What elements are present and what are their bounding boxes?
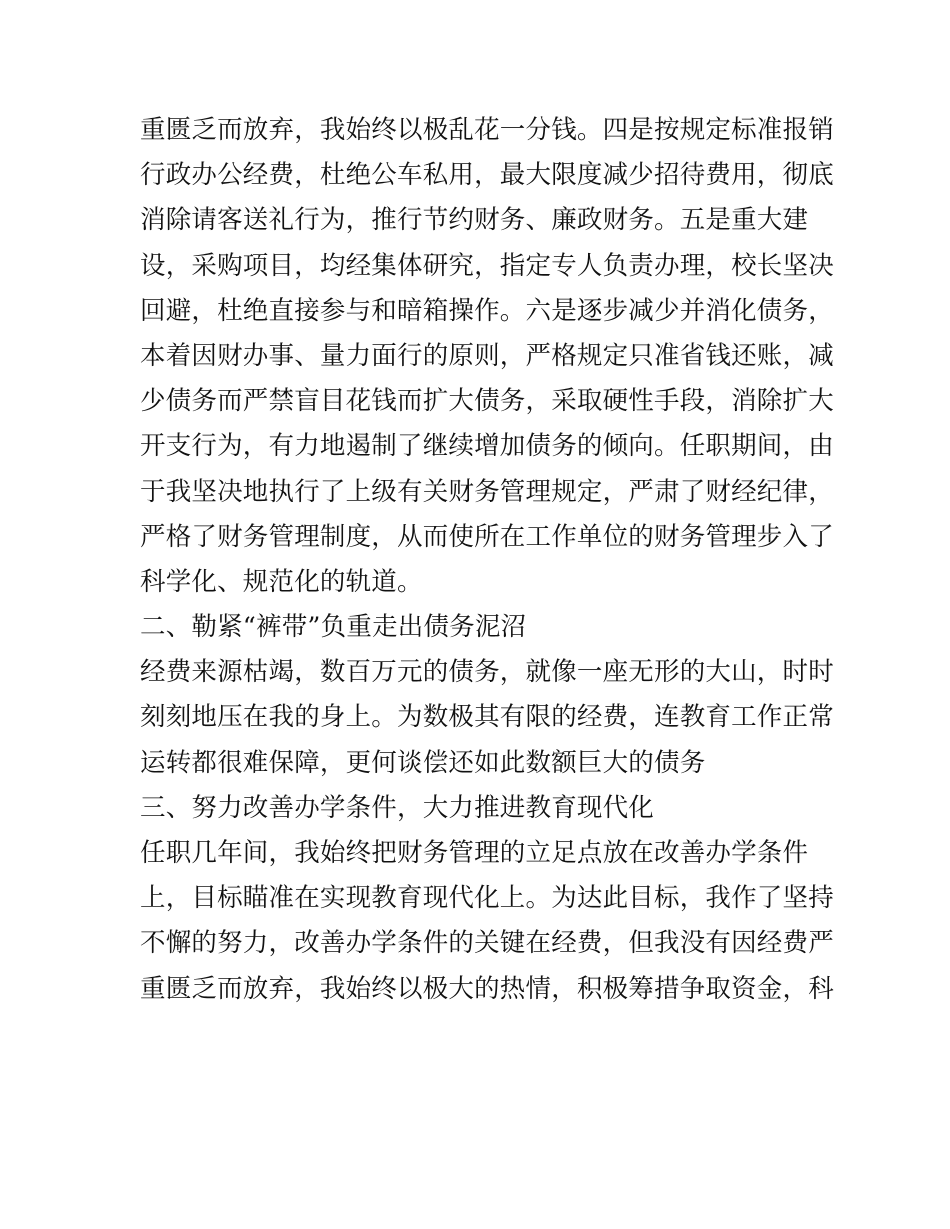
text-line: 设，采购项目，均经集体研究，指定专人负责办理，校长坚决 xyxy=(140,250,834,281)
text-line: 本着因财办事、量力面行的原则，严格规定只准省钱还账，减 xyxy=(140,340,834,371)
text-line: 科学化、规范化的轨道。 xyxy=(140,566,423,597)
document-body xyxy=(140,108,834,1012)
text-line: 少债务而严禁盲目花钱而扩大债务，采取硬性手段，消除扩大 xyxy=(140,386,834,417)
text-line: 行政办公经费，杜绝公车私用，最大限度减少招待费用，彻底 xyxy=(140,160,834,191)
text-line: 于我坚决地执行了上级有关财务管理规定，严肃了财经纪律， xyxy=(140,476,834,507)
text-line: 严格了财务管理制度，从而使所在工作单位的财务管理步入了 xyxy=(140,521,834,552)
text-line: 刻刻地压在我的身上。为数极其有限的经费，连教育工作正常 xyxy=(140,702,834,733)
text-line: 开支行为，有力地遏制了继续增加债务的倾向。任职期间，由 xyxy=(140,431,834,462)
text-line: 回避，杜绝直接参与和暗箱操作。六是逐步减少并消化债务， xyxy=(140,295,834,326)
text-line: 任职几年间，我始终把财务管理的立足点放在改善办学条件 xyxy=(140,838,809,868)
text-line: 不懈的努力，改善办学条件的关键在经费，但我没有因经费严 xyxy=(140,928,834,959)
section-heading: 二、勒紧“裤带”负重走出债务泥沼 xyxy=(140,612,527,643)
text-line: 消除请客送礼行为，推行节约财务、廉政财务。五是重大建 xyxy=(140,205,809,236)
text-line: 上，目标瞄准在实现教育现代化上。为达此目标，我作了坚持 xyxy=(140,883,834,914)
text-line: 经费来源枯竭，数百万元的债务，就像一座无形的大山，时时 xyxy=(140,657,834,688)
section-heading: 三、努力改善办学条件，大力推进教育现代化 xyxy=(140,792,655,823)
text-line: 重匮乏而放弃，我始终以极乱花一分钱。四是按规定标准报销 xyxy=(140,115,834,145)
text-line: 重匮乏而放弃，我始终以极大的热情，积极筹措争取资金，科 xyxy=(140,973,834,1004)
text-line: 运转都很难保障，更何谈偿还如此数额巨大的债务 xyxy=(140,747,706,778)
